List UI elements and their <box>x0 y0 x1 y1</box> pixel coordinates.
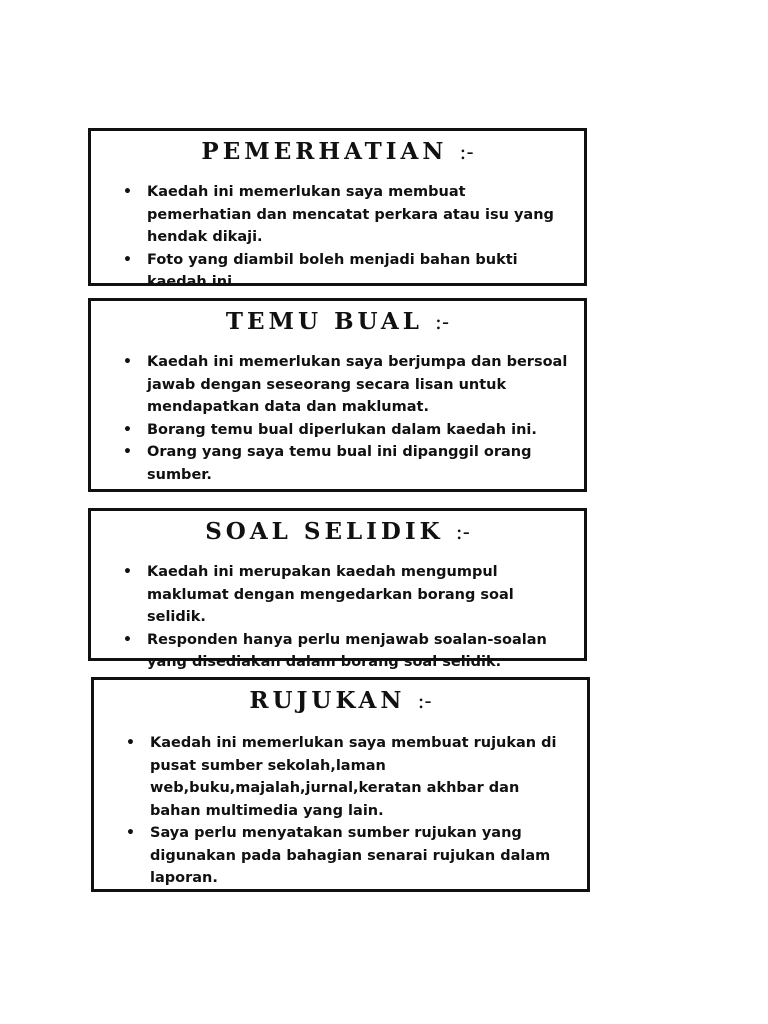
list-item: • Kaedah ini merupakan kaedah mengumpul maklumat dengan mengedarkan borang soal selidik. <box>147 561 570 629</box>
list-item: • Foto yang diambil boleh menjadi bahan bukti kaedah ini. <box>147 249 570 294</box>
section-title-pemerhatian: PEMERHATIAN :- <box>201 138 474 165</box>
list-item: • Orang yang saya temu bual ini dipanggil orang sumber. <box>147 441 570 486</box>
bullet-icon: • <box>123 631 132 648</box>
bullet-icon: • <box>126 735 135 751</box>
bullet-list <box>91 351 584 486</box>
section-box-soal-selidik <box>88 508 587 670</box>
section-title-soal-selidik: SOAL SELIDIK :- <box>205 518 470 545</box>
section-title-rujukan: RUJUKAN :- <box>249 687 432 714</box>
list-item: • Kaedah ini memerlukan saya membuat pemerhatian dan mencatat perkara atau isu yang hendak dikaji. <box>147 181 570 249</box>
bullet-icon: • <box>123 421 132 438</box>
section-title-temu-bual: TEMU BUAL :- <box>225 308 450 335</box>
list-item: • Kaedah ini memerlukan saya membuat rujukan di pusat sumber sekolah,laman web,buku,majalah,jurnal,keratan akhbar dan bahan multimedia yang lain. <box>150 732 573 822</box>
bullet-icon: • <box>123 251 132 268</box>
bullet-list <box>91 561 584 674</box>
section-box-pemerhatian <box>88 128 587 290</box>
bullet-list <box>94 732 587 890</box>
list-item: • Saya perlu menyatakan sumber rujukan yang digunakan pada bahagian senarai rujukan dalam laporan. <box>150 822 573 890</box>
bullet-list <box>91 181 584 294</box>
bullet-icon: • <box>123 354 132 370</box>
bullet-icon: • <box>123 564 132 580</box>
bullet-icon: • <box>126 825 135 841</box>
bullet-icon: • <box>123 444 132 460</box>
list-item: • Kaedah ini memerlukan saya berjumpa dan bersoal jawab dengan seseorang secara lisan untuk mendapatkan data dan maklumat. <box>147 351 570 419</box>
list-item: • Responden hanya perlu menjawab soalan-soalan yang disediakan dalam borang soal selidik. <box>147 629 570 674</box>
section-box-rujukan <box>91 677 590 892</box>
bullet-icon: • <box>123 184 132 200</box>
list-item: • Borang temu bual diperlukan dalam kaedah ini. <box>147 419 570 442</box>
section-box-temu-bual <box>88 298 587 492</box>
